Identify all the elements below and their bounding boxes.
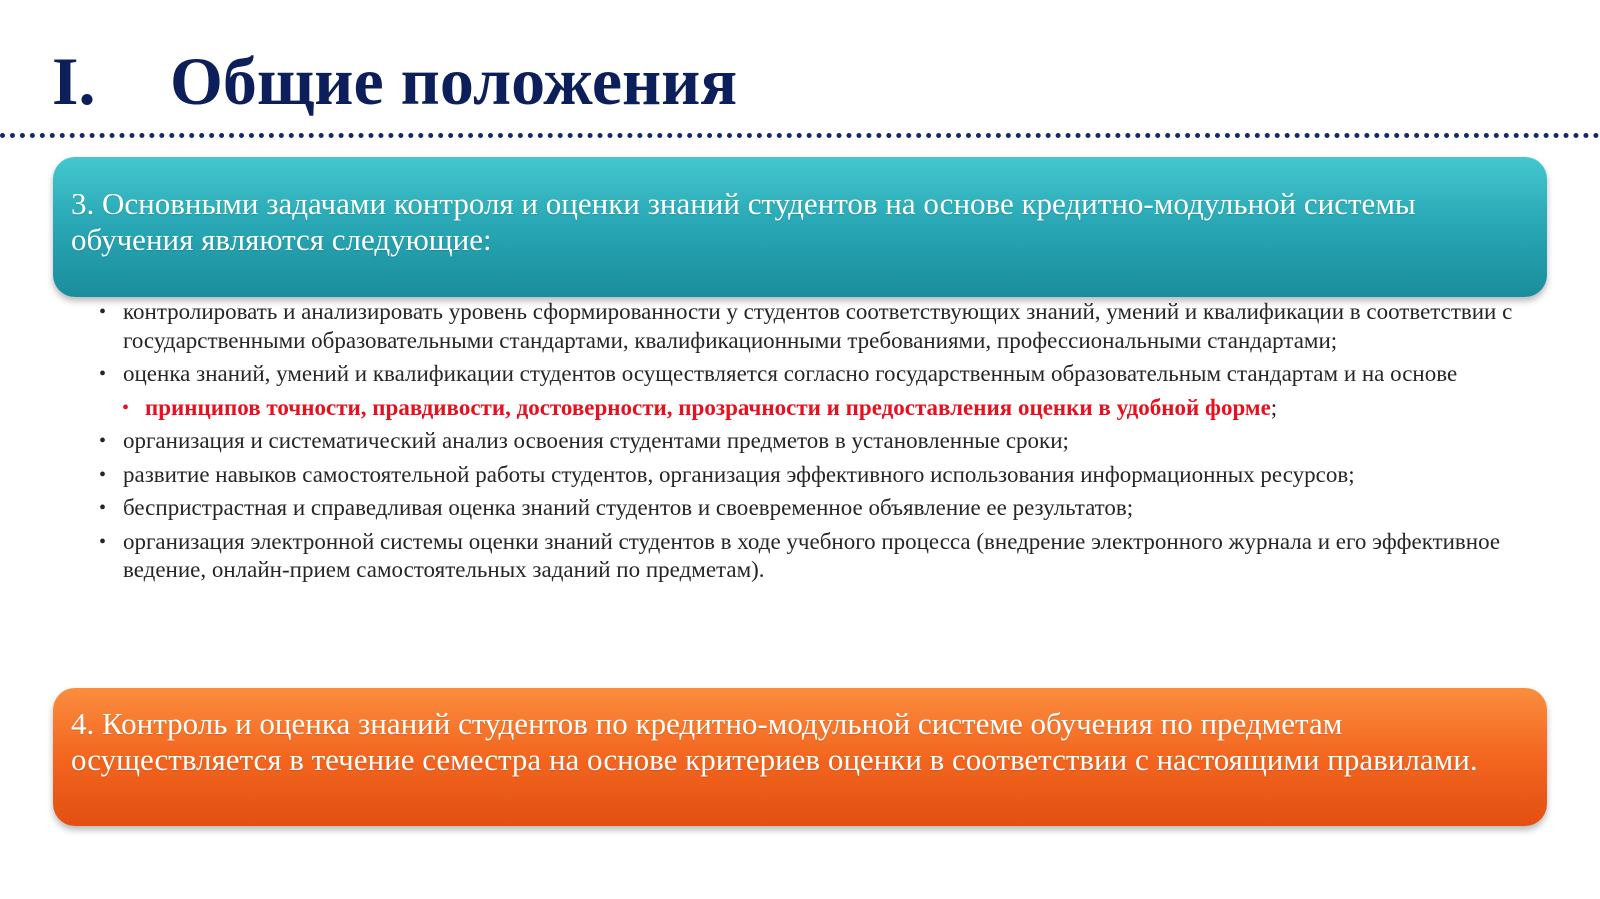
list-item [96, 427, 1536, 456]
bullet-icon: • [99, 301, 107, 323]
dotted-divider [0, 133, 1600, 138]
list-item [96, 494, 1536, 523]
bullet-icon: • [99, 530, 107, 553]
list-item-text: оценка знаний, умений и квалификации студентов осуществляется согласно государственным образовательным стандартам и на основе [123, 361, 1458, 386]
red-bullet-icon: • [122, 396, 130, 419]
list-item-text: беспристрастная и справедливая оценка знаний студентов и своевременное объявление ее результатов; [123, 495, 1134, 520]
section-number: I. [52, 43, 96, 119]
list-item-text: организация и систематический анализ освоения студентами предметов в установленные сроки; [123, 428, 1069, 453]
list-item [96, 461, 1536, 490]
bullet-icon: • [99, 497, 107, 519]
list-item-text: развитие навыков самостоятельной работы студентов, организация эффективного использования информационных ресурсов; [123, 461, 1355, 487]
list-item-text: контролировать и анализировать уровень сформированности у студентов соответствующих знаний, умений и квалификации в соответствии с государственными образовательными стандартами, квалификационными требованиями, профессиональными стандартами; [123, 299, 1513, 353]
list-item-text: организация электронной системы оценки знаний студентов в ходе учебного процесса (внедрение электронного журнала и его эффективное ведение, онлайн-прием самостоятельных заданий по предметам). [123, 528, 1501, 582]
principles-emphasis-text: принципов точности, правдивости, достоверности, прозрачности и предоставления оценки в удобной форме [145, 394, 1271, 420]
slide-title [52, 38, 737, 124]
tasks-bullet-list [96, 298, 1536, 590]
sub-list-item [96, 394, 1536, 423]
bullet-icon: • [99, 463, 107, 486]
list-item [96, 298, 1536, 355]
sub-list-item-tail: ; [1270, 394, 1278, 420]
assessment-rule-banner: 4. Контроль и оценка знаний студентов по кредитно-модульной системе обучения по предметам осуществляется в течение семестра на основе критериев оценки в соответствии с настоящими правилами. [53, 688, 1547, 826]
tasks-heading-banner: 3. Основными задачами контроля и оценки знаний студентов на основе кредитно-модульной системы обучения являются следующие: [53, 157, 1547, 297]
list-item [96, 360, 1536, 389]
bullet-icon: • [99, 363, 107, 385]
section-title: Общие положения [170, 43, 738, 119]
list-item [96, 528, 1536, 585]
bullet-icon: • [99, 430, 107, 452]
